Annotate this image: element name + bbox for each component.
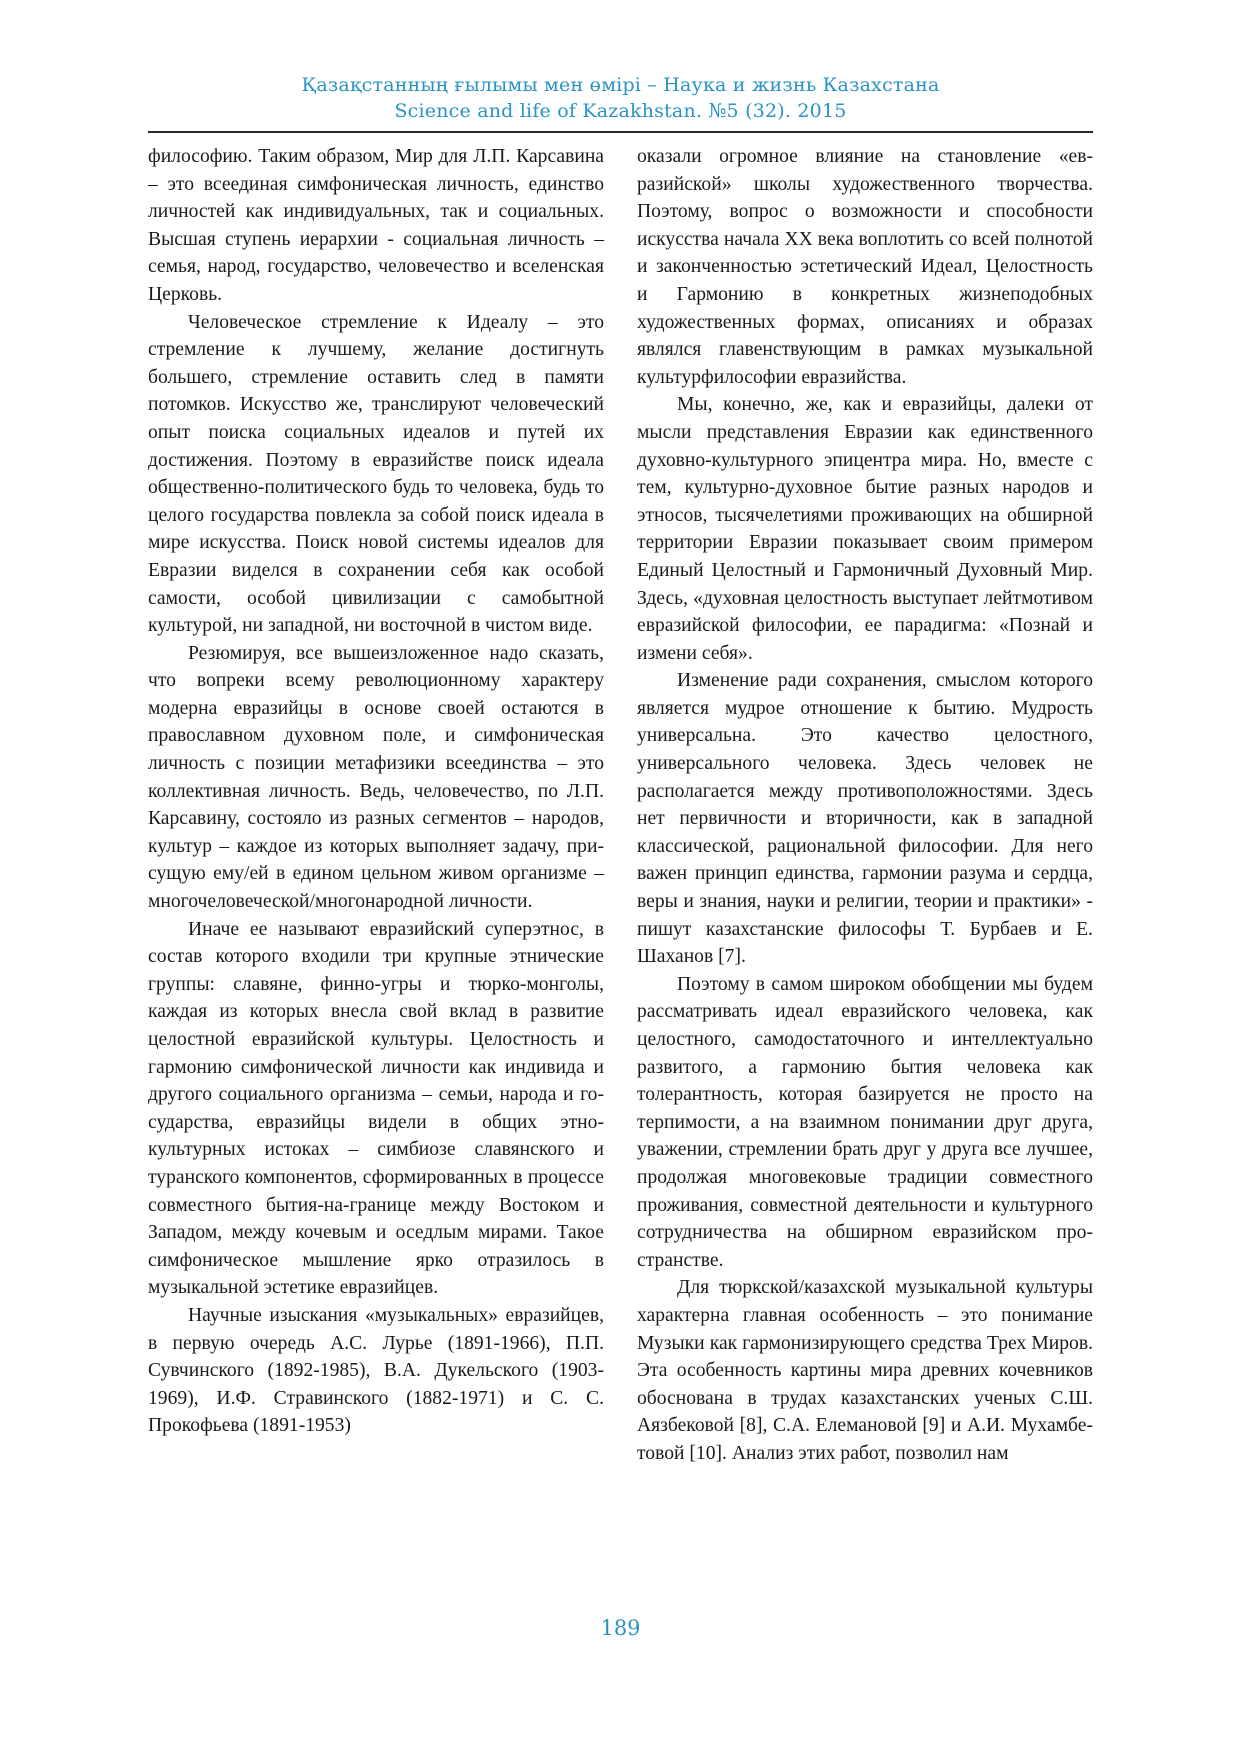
paragraph: Человеческое стремление к Идеалу – это стремление к лучшему, желание достигнуть большего, стремление оставить след в памяти потомков. Искусство же, транслируют человеческий опыт поиска социальных идеалов и путей их достижения. Поэтому в евразийстве поиск идеала общественно-политического будь то человека, будь то целого государства повлекла за собой поиск идеала в мире искусства. Поиск новой системы идеалов для Евразии виделся в сохранении себя как особой самости, особой цивилизации с самобытной культурой, ни западной, ни восточной в чистом виде.	[148, 311, 604, 637]
right-text-column	[637, 143, 1093, 1468]
header-issue-info: Science and life of Kazakhstan. №5 (32). 2015	[394, 100, 847, 122]
paragraph: философию. Таким образом, Мир для Л.П. Карсавина – это всеединая симфоническая личность, единство личностей как индивидуальных, так и социальных. Высшая ступень иерархии - социальная личность – семья, народ, государство, человечество и вселенская Церковь.	[148, 146, 604, 305]
running-header	[148, 72, 1093, 124]
paragraph: Мы, конечно, же, как и евразийцы, далеки от мысли представления Евразии как единственного духовно-культурного эпицентра мира. Но, вместе с тем, культурно-духовное бытие разных народов и этносов, тысячелетиями проживающих на обширной территории Евразии показывает своим примером Единый Целостный и Гармоничный Духовный Мир. Здесь, «духовная целостность выступает лейтмотивом евразийской философии, ее парадигма: «Познай и измени себя».	[637, 394, 1093, 664]
header-divider	[148, 131, 1093, 133]
paragraph: Поэтому в самом широком обобщении мы будем рассматривать идеал евразийского человека, как целостного, самодостаточного и интеллектуально развитого, а гармонию бытия человека как толерантность, которая базируется не просто на терпимости, а на взаимном понимании друг друга, уважении, стремлении брать друг у друга все лучшее, продолжая многовековые традиции совместного проживания, совместной деятельности и культурного сотрудничества на обширном евразийском пространстве.	[637, 973, 1093, 1271]
paragraph: оказали огромное влияние на становление «евразийской» школы художественного творчества. Поэтому, вопрос о возможности и способности искусства начала ХХ века воплотить со всей полнотой и законченностью эстетический Идеал, Целостность и Гармонию в конкретных жизнеподобных художественных формах, описаниях и образах являлся главенствующим в рамках музыкальной культурфилософии евразийства.	[637, 146, 1093, 388]
page-number: 189	[600, 1616, 641, 1640]
paragraph: Резюмируя, все вышеизложенное надо сказать, что вопреки всему революционному характеру модерна евразийцы в основе своей остаются в православном духовном поле, и симфоническая личность с позиции метафизики всеединства – это коллективная личность. Ведь, человечество, по Л.П. Карсавину, состояло из разных сегментов – народов, культур – каждое из которых выполняет задачу, присущую ему/ей в едином цельном живом организме – многочеловеческой/многонародной личности.	[148, 642, 604, 913]
left-text-column	[148, 143, 604, 1440]
paragraph: Для тюркской/казахской музыкальной культуры характерна главная особенность – это понимание Музыки как гармонизирующего средства Трех Миров. Эта особенность картины мира древних кочевников обоснована в трудах казахстанских ученых С.Ш. Аязбековой [8], С.А. Елемановой [9] и А.И. Мухамбетовой [10]. Анализ этих работ, позволил нам	[637, 1277, 1093, 1464]
paragraph: Иначе ее называют евразийский суперэтнос, в состав которого входили три крупные этнические группы: славяне, финно-угры и тюрко-монголы, каждая из которых внесла свой вклад в развитие целостной евразийской культуры. Целостность и гармонию симфонической личности как индивида и другого социального организма – семьи, народа и государства, евразийцы видели в общих этнокультурных истоках – симбиозе славянского и туранского компонентов, сформированных в процессе совместного бытия-на-границе между Востоком и Западом, между кочевым и оседлым мирами. Такое симфоническое мышление ярко отразилось в музыкальной эстетике евразийцев.	[148, 918, 604, 1299]
paragraph: Изменение ради сохранения, смыслом которого является мудрое отношение к бытию. Мудрость универсальна. Это качество целостного, универсального человека. Здесь человек не располагается между противоположностями. Здесь нет первичности и вторичности, как в западной классической, рациональной философии. Для него важен принцип единства, гармонии разума и сердца, веры и знания, науки и религии, теории и практики» - пишут казахстанские философы Т. Бурбаев и Е. Шаханов [7].	[637, 670, 1093, 968]
paragraph: Научные изыскания «музыкальных» евразийцев, в первую очередь А.С. Лурье (1891-1966), П.П. Сувчинского (1892-1985), В.А. Дукельского (1903-1969), И.Ф. Стравинского (1882-1971) и С. С. Прокофьева (1891-1953)	[148, 1304, 604, 1437]
header-journal-title: Қазақстанның ғылымы мен өмірі – Наука и жизнь Казахстана	[301, 74, 940, 96]
